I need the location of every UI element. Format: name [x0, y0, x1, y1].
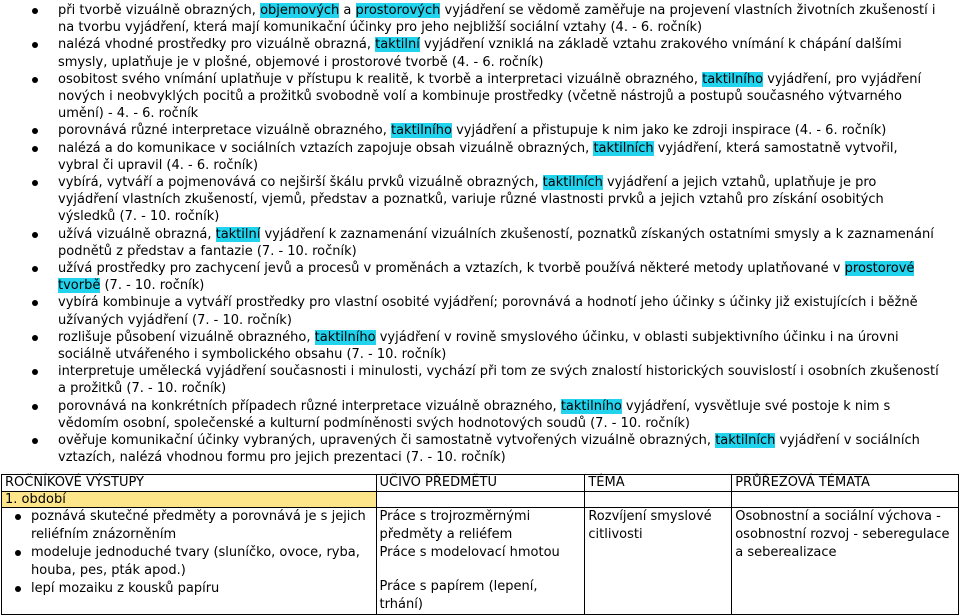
- highlighted-term: taktilního: [560, 398, 622, 414]
- outcome-text: interpretuje umělecká vyjádření současnosti i minulosti, vychází při tom ze svých znalostí historických souvislostí i osobních zkušeností a prožitků (7. - 10. ročník): [58, 364, 939, 397]
- bullet-icon: [32, 180, 38, 186]
- bullet-icon: [32, 266, 38, 272]
- outcome-item: [0, 140, 960, 174]
- highlighted-term: tvorbě: [58, 278, 101, 294]
- bullet-icon: [15, 514, 21, 520]
- outcome-item: [0, 432, 960, 466]
- header-subject-matter: UČIVO PŘEDMĚTU: [376, 475, 585, 492]
- bullet-icon: [32, 8, 38, 14]
- list-item: modeluje jednoduché tvary (sluníčko, ovoce, ryba, houba, pes, pták apod.): [5, 544, 373, 580]
- highlighted-term: taktilní: [215, 226, 261, 242]
- outcome-text: vyjádření, vysvětluje své postoje k nim s vědomím osobní, společenské a kulturní podmíněnosti svých hodnotových soudů (7. - 10. ročník): [58, 398, 891, 431]
- outcome-text: užívá vizuálně obrazná,: [58, 226, 216, 242]
- outcome-text: vyjádření, která samostatně vytvořil, vybral či upravil (4. - 6. ročník): [58, 140, 898, 173]
- period-empty-cell: [376, 492, 585, 508]
- outcome-text: ověřuje komunikační účinky vybraných, upravených či samostatně vytvořených vizuálně obrazných,: [58, 433, 716, 449]
- list-item: poznává skutečné předměty a porovnává je s jejich reliéfním znázorněním: [5, 508, 373, 544]
- outcome-item: [0, 294, 960, 328]
- bullet-icon: [32, 146, 38, 152]
- bullet-icon: [32, 77, 38, 83]
- outcome-item: [0, 122, 960, 139]
- highlighted-term: taktilních: [715, 433, 776, 449]
- outcome-text: vyjádření vzniklá na základě vztahu zrakového vnímání k chápání dalšími smysly, uplatňuje je v plošné, objemové i prostorové tvorbě (4. - 6. ročník): [58, 37, 902, 70]
- outcome-item: [0, 260, 960, 294]
- theme-cell: Rozvíjení smyslové citlivosti: [585, 508, 732, 615]
- header-theme: TÉMA: [585, 475, 732, 492]
- header-outcomes: ROČNÍKOVÉ VÝSTUPY: [2, 475, 377, 492]
- outcome-item: [0, 226, 960, 260]
- bullet-icon: [32, 404, 38, 410]
- outcome-text: nalézá a do komunikace v sociálních vztazích zapojuje obsah vizuálně obrazných,: [58, 140, 594, 156]
- bullet-icon: [15, 550, 21, 556]
- highlighted-term: taktilního: [314, 329, 376, 345]
- highlighted-term: taktilních: [542, 175, 603, 191]
- outcome-item: [0, 36, 960, 70]
- outcome-text: vyjádření se vědomě zaměřuje na projevení vlastních životních zkušeností i na tvorbu vyjádření, která mají komunikační účinky pro jeho nejbližší sociální vztahy (4. - 6. ročník): [58, 3, 936, 36]
- bullet-icon: [32, 128, 38, 134]
- bullet-icon: [32, 438, 38, 444]
- period-row: [2, 492, 959, 508]
- outcomes-bullet-list: [0, 2, 960, 466]
- outcome-text: a: [339, 3, 356, 18]
- subject-item: Práce s trojrozměrnými předměty a reliéfem: [379, 509, 531, 542]
- outcome-text: vyjádření a jejich vztahů, uplatňuje je pro vyjádření vlastních zkušeností, vjemů, představ a poznatků, variuje různé vlastnosti prvků a jejich vztahů pro získání osobitých výsledků (7. - 10. ročník): [58, 175, 884, 225]
- outcome-text: nalézá vhodné prostředky pro vizuálně obrazná,: [58, 37, 376, 53]
- outcomes-cell: [2, 508, 377, 615]
- outcome-text: při tvorbě vizuálně obrazných,: [58, 3, 261, 18]
- highlighted-term: objemových: [260, 3, 340, 18]
- outcome-text: užívá prostředky pro zachycení jevů a procesů v proměnách a vztazích, k tvorbě používá některé metody uplatňované v: [58, 261, 845, 277]
- outcome-text: (7. - 10. ročník): [100, 278, 205, 294]
- outcome-text: vybírá kombinuje a vytváří prostředky pro vlastní osobité vyjádření; porovnává a hodnotí jeho účinky s účinky již existujících i běžně užívaných vyjádření (7. - 10. ročník): [58, 295, 918, 328]
- curriculum-table: [1, 474, 959, 615]
- highlighted-term: taktilní: [375, 37, 420, 53]
- outcome-text: vyjádření a přistupuje k nim jako ke zdroji inspirace (4. - 6. ročník): [451, 123, 887, 139]
- outcome-text: vyjádření k zaznamenání vizuálních zkušeností, poznatků získaných ostatními smysly a k zaznamenání podnětů z představ a fantazie (7. - 10. ročník): [58, 226, 934, 259]
- subject-matter-cell: [376, 508, 585, 615]
- outcome-item: [0, 329, 960, 363]
- outcome-item: [0, 398, 960, 432]
- period-empty-cell: [585, 492, 732, 508]
- outcome-text: vyjádření, pro vyjádření nových i neobvyklých pocitů a prožitků svobodně volí a kombinuje prostředky (včetně nástrojů a postupů současného výtvarného umění) - 4. - 6. ročník: [58, 71, 922, 122]
- outcome-text: vyjádření v rovině smyslového účinku, v oblasti subjektivního účinku i na úrovni sociálně utvářeného i symbolického obsahu (7. - 10. ročník): [58, 329, 899, 363]
- highlighted-term: prostorových: [355, 3, 441, 18]
- outcome-text: porovnává různé interpretace vizuálně obrazného,: [58, 123, 391, 139]
- outcome-item: [0, 71, 960, 123]
- outcome-text: porovnává na konkrétních případech různé interpretace vizuálně obrazného,: [58, 398, 561, 414]
- outcome-text: vyjádření v sociálních vztazích, nalézá vhodnou formu pro jejich prezentaci (7. - 10. ročník): [58, 433, 920, 466]
- bullet-icon: [32, 369, 38, 375]
- highlighted-term: taktilních: [593, 140, 654, 156]
- cross-topics-cell: Osobnostní a sociální výchova - osobnostní rozvoj - seberegulace a seberealizace: [732, 508, 959, 615]
- bullet-icon: [15, 586, 21, 592]
- period-label: 1. období: [2, 492, 377, 508]
- outcome-item: [0, 363, 960, 397]
- outcome-item: [0, 174, 960, 226]
- bullet-icon: [32, 42, 38, 48]
- table-row: [2, 508, 959, 615]
- header-cross-topics: PRŮŘEZOVÁ TÉMATA: [732, 475, 959, 492]
- bullet-icon: [32, 232, 38, 238]
- outcome-text: rozlišuje působení vizuálně obrazného,: [58, 329, 315, 345]
- table-header-row: [2, 475, 959, 492]
- list-item: lepí mozaiku z kousků papíru: [5, 580, 373, 598]
- subject-item: Práce s papírem (lepení, trhání): [379, 579, 538, 612]
- outcome-text: vybírá, vytváří a pojmenovává co nejširší škálu prvků vizuálně obrazných,: [58, 175, 543, 191]
- outcome-text: osobitost svého vnímání uplatňuje v přístupu k realitě, k tvorbě a interpretaci vizuálně obrazného,: [58, 71, 703, 87]
- period-empty-cell: [732, 492, 959, 508]
- subject-item: Práce s modelovací hmotou: [379, 545, 560, 560]
- bullet-icon: [32, 335, 38, 341]
- bullet-icon: [32, 300, 38, 306]
- outcome-item: [0, 2, 960, 36]
- highlighted-term: taktilního: [390, 123, 452, 139]
- highlighted-term: taktilního: [702, 71, 764, 87]
- highlighted-term: prostorové: [844, 261, 915, 277]
